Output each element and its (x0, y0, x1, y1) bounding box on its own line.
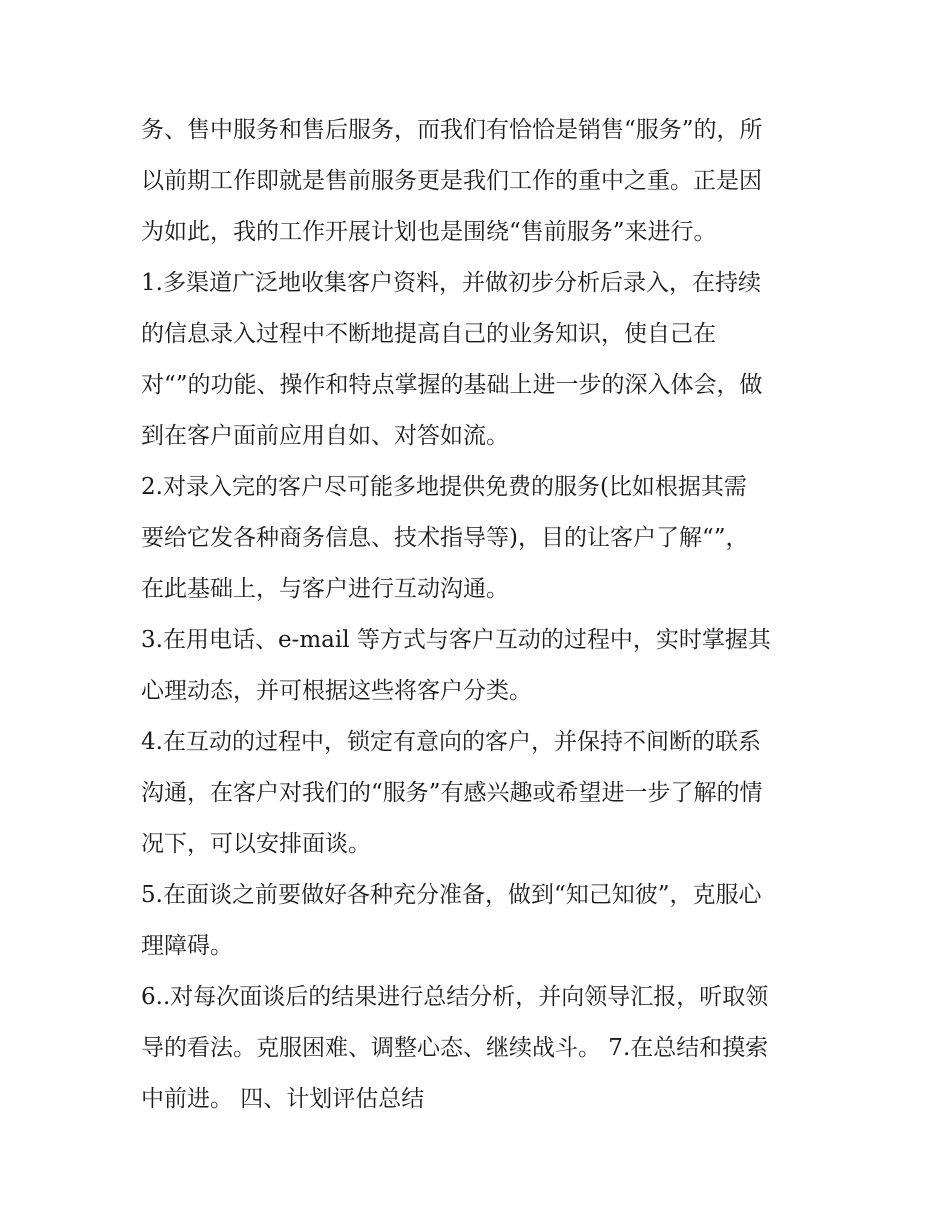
text-line: 1.多渠道广泛地收集客户资料，并做初步分析后录入，在持续 (141, 270, 761, 296)
text-line: 导的看法。克服困难、调整心态、继续战斗。 7.在总结和摸索 (141, 1035, 769, 1061)
text-line: 6..对每次面谈后的结果进行总结分析，并向领导汇报，听取领 (141, 984, 769, 1010)
text-line: 为如此，我的工作开展计划也是围绕“售前服务”来进行。 (141, 219, 717, 245)
text-line: 5.在面谈之前要做好各种充分准备，做到“知己知彼”，克服心 (141, 882, 762, 908)
text-line: 中前进。 四、计划评估总结 (141, 1086, 425, 1112)
text-line: 的信息录入过程中不断地提高自己的业务知识，使自己在 (141, 321, 716, 347)
text-line: 务、售中服务和售后服务，而我们有恰恰是销售“服务”的，所 (141, 117, 763, 143)
text-line: 理障碍。 (141, 933, 233, 959)
text-line: 况下，可以安排面谈。 (141, 831, 371, 857)
text-line: 要给它发各种商务信息、技术指导等)，目的让客户了解“”， (141, 525, 749, 551)
text-line: 到在客户面前应用自如、对答如流。 (141, 423, 509, 449)
text-line: 4.在互动的过程中，锁定有意向的客户，并保持不间断的联系 (141, 729, 761, 755)
text-line: 以前期工作即就是售前服务更是我们工作的重中之重。正是因 (141, 168, 762, 194)
body-text (141, 105, 821, 1125)
text-line: 2.对录入完的客户尽可能多地提供免费的服务(比如根据其需 (141, 474, 747, 500)
text-line: 沟通，在客户对我们的“服务”有感兴趣或希望进一步了解的情 (141, 780, 763, 806)
text-line: 3.在用电话、e-mail 等方式与客户互动的过程中，实时掌握其 (141, 627, 771, 653)
text-line: 在此基础上，与客户进行互动沟通。 (141, 576, 509, 602)
text-line: 对“”的功能、操作和特点掌握的基础上进一步的深入体会，做 (141, 372, 763, 398)
text-line: 心理动态，并可根据这些将客户分类。 (141, 678, 532, 704)
